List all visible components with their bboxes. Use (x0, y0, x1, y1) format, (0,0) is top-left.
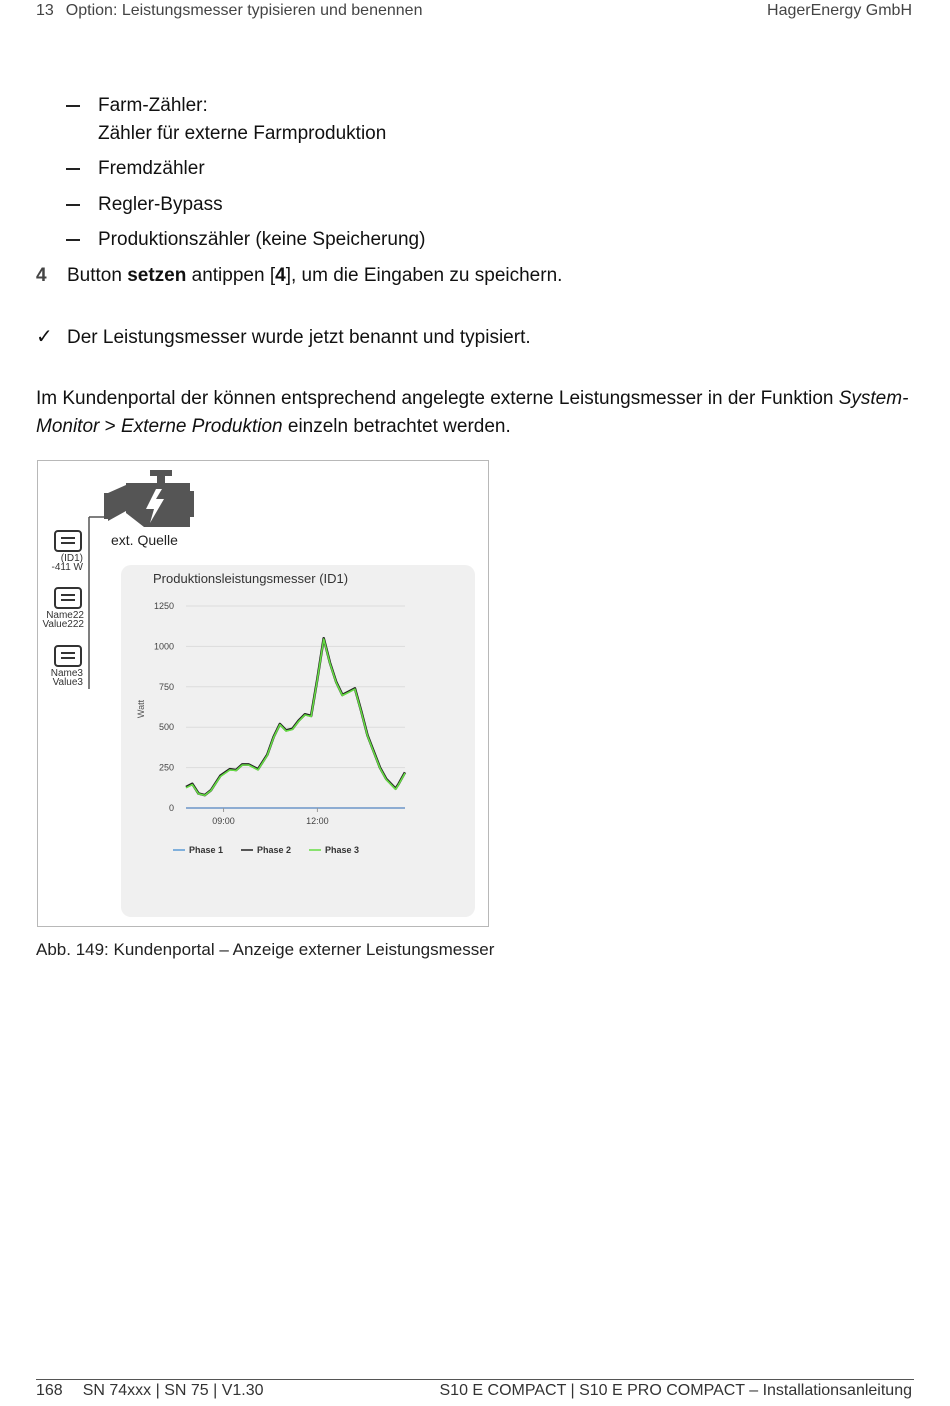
list-item (66, 191, 223, 219)
meter-value: Value3 (52, 677, 83, 688)
step-text-mid: antippen [ (186, 265, 276, 286)
menu-path-system-monitor: System-Monitor (36, 388, 909, 437)
list-item-label: Regler-Bypass (98, 194, 223, 215)
legend-label: Phase 1 (189, 845, 224, 855)
chart-title: Produktionsleistungsmesser (ID1) (153, 571, 349, 586)
dash-bullet (66, 239, 80, 241)
result-line (36, 323, 531, 352)
legend-label: Phase 3 (325, 845, 360, 855)
y-tick-label: 750 (158, 681, 174, 692)
result-text: Der Leistungsmesser wurde jetzt benannt und typisiert. (67, 327, 531, 348)
menu-path-separator: > (99, 416, 122, 437)
doc-id: SN 74xxx | SN 75 | V1.30 (82, 1382, 264, 1399)
meter-name: Name22 (46, 610, 84, 621)
list-item-label: Farm-Zähler: (98, 95, 208, 116)
step-text-before: Button (67, 265, 128, 286)
step-button-name: setzen (127, 265, 187, 286)
body-paragraph (36, 385, 916, 441)
generator-icon (104, 470, 194, 527)
chapter-number: 13 (36, 2, 54, 19)
y-tick-label: 1250 (153, 601, 174, 611)
footer-divider (36, 1379, 914, 1380)
meter-icon (55, 531, 81, 666)
menu-path-external-production: Externe Produktion (121, 416, 283, 437)
x-tick-label: 12:00 (306, 816, 329, 826)
list-item-label: Produktionszähler (keine Speicherung) (98, 229, 426, 250)
dash-bullet (66, 105, 80, 107)
list-item-description: Zähler für externe Farmproduktion (98, 123, 387, 144)
legend-label: Phase 2 (257, 845, 292, 855)
chart-panel (121, 565, 475, 917)
company-name: HagerEnergy GmbH (767, 2, 912, 19)
meter-value: Value222 (42, 619, 84, 630)
para-text-end: einzeln betrachtet werden. (282, 416, 511, 437)
meter-value: -411 W (51, 562, 83, 573)
step-ref-number: 4 (275, 265, 286, 286)
running-header-chapter (36, 2, 422, 20)
y-tick-label: 1000 (153, 641, 174, 652)
dash-bullet (66, 204, 80, 206)
y-tick-label: 500 (158, 722, 174, 733)
y-axis-label: Watt (136, 699, 146, 719)
list-item (66, 92, 386, 148)
portal-screenshot (38, 461, 488, 926)
dash-bullet (66, 168, 80, 170)
page-number: 168 (36, 1382, 63, 1399)
y-tick-label: 250 (158, 762, 174, 773)
footer-left (36, 1382, 264, 1400)
y-tick-label: 0 (168, 803, 174, 813)
product-title: S10 E COMPACT | S10 E PRO COMPACT – Installationsanleitung (439, 1382, 912, 1399)
meter-name: (ID1) (60, 553, 83, 564)
list-item (66, 155, 205, 183)
x-tick-label: 09:00 (212, 816, 235, 826)
step-text-after: ], um die Eingaben zu speichern. (285, 265, 563, 286)
meter-name: Name3 (50, 668, 83, 679)
instruction-step (36, 262, 562, 290)
screenshot-figure (37, 460, 489, 927)
chapter-title: Option: Leistungsmesser typisieren und benennen (65, 2, 423, 19)
para-text: Im Kundenportal der können entsprechend angelegte externe Leistungsmesser in der Funktion (36, 388, 839, 409)
checkmark-icon: ✓ (36, 326, 53, 348)
source-label: ext. Quelle (111, 532, 178, 548)
figure-caption: Abb. 149: Kundenportal – Anzeige externer Leistungsmesser (36, 940, 495, 959)
list-item (66, 226, 425, 254)
list-item-label: Fremdzähler (98, 158, 205, 179)
step-number: 4 (36, 265, 47, 286)
